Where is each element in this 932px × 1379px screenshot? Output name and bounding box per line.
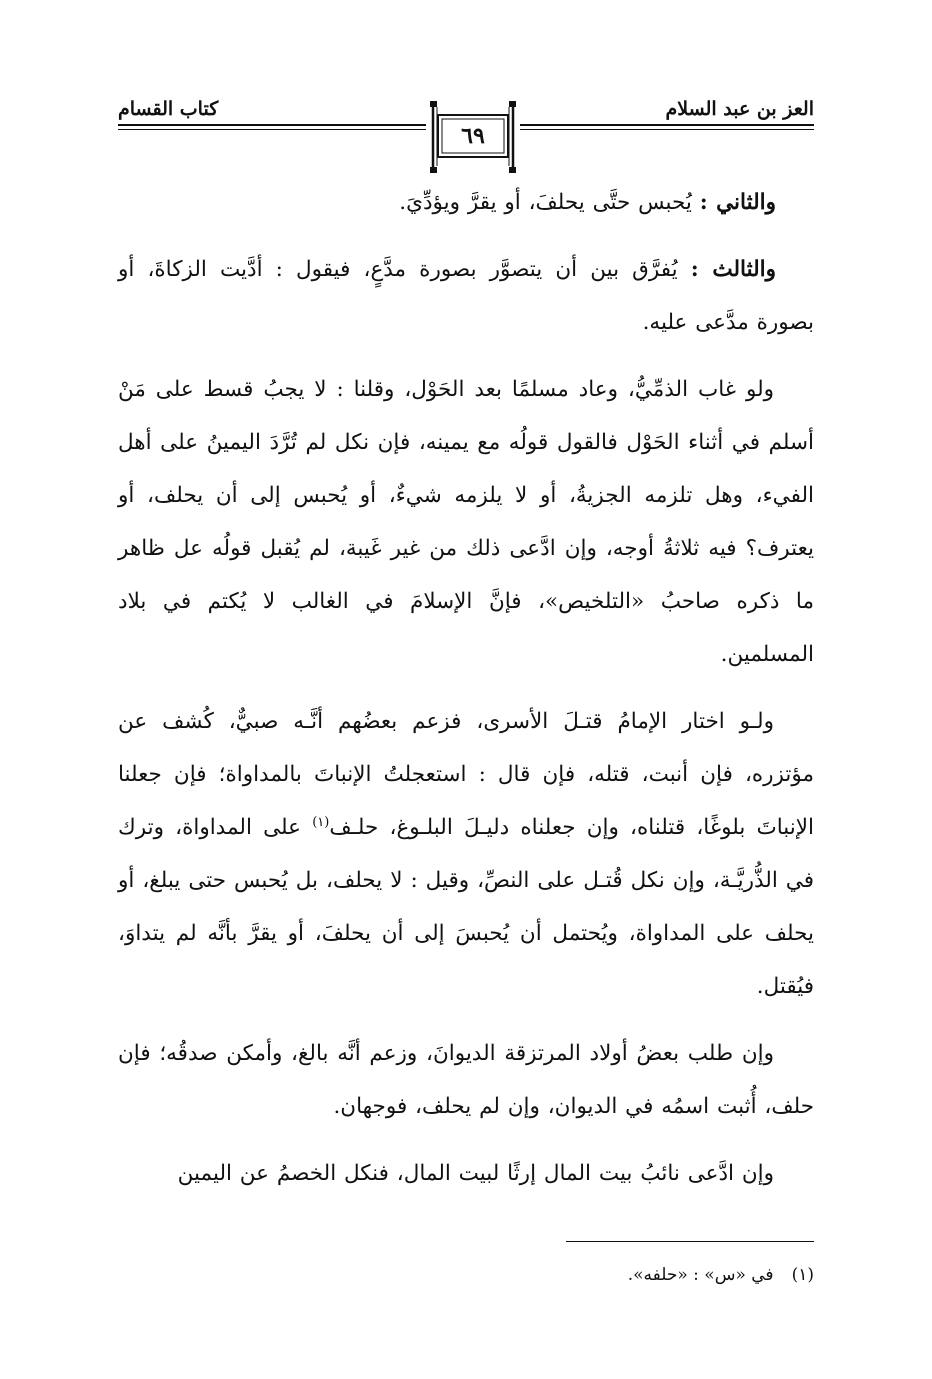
footnote xyxy=(118,1262,814,1288)
running-head-book-title: كتاب القسام xyxy=(118,98,219,120)
paragraph-text: ولـو اختار الإمامُ قتـلَ الأسرى، فزعم بعضُهم أنَّـه صبيٌّ، كُشف عن مؤتزره، فإن أنبت، قتله، فإن قال : استعجلتُ الإنباتَ بالمداواة؛ فإن جعلنا الإنباتَ بلوغًا، قتلناه، وإن جعلناه دليـلَ البلـوغ، حلـف xyxy=(118,709,815,840)
paragraph xyxy=(118,695,814,1013)
header-rule xyxy=(118,124,426,126)
header-rule xyxy=(118,129,426,130)
paragraph-text: وإن طلب بعضُ أولاد المرتزقة الديوانَ، وزعم أنَّه بالغ، وأمكن صدقُه؛ فإن حلف، أُثبت اسمُه في الديوان، وإن لم يحلف، فوجهان. xyxy=(118,1041,814,1119)
paragraph xyxy=(118,176,814,229)
paragraph xyxy=(118,243,814,349)
paragraph-lead: والثاني : xyxy=(699,190,776,215)
footnote-separator xyxy=(566,1241,814,1242)
footnote-mark: (١) xyxy=(791,1265,814,1285)
header-rule xyxy=(520,129,814,130)
paragraph-text: يُحبس حتَّى يحلفَ، أو يقرَّ ويؤدِّيَ. xyxy=(399,190,700,215)
paragraph xyxy=(118,1027,814,1133)
running-head-author: العز بن عبد السلام xyxy=(665,98,814,120)
header-rule xyxy=(520,124,814,126)
paragraph-text: على المداواة، وترك في الذُّريَّـة، وإن نكل قُتـل على النصِّ، وقيل : لا يحلف، بل يُحبس حتى يبلغ، أو يحلف على المداواة، ويُحتمل أن يُحبسَ إلى أن يحلفَ، أو يقرَّ بأنَّه لم يتداوَ، فيُقتل. xyxy=(118,815,814,999)
paragraph-text: ولو غاب الذمِّيُّ، وعاد مسلمًا بعد الحَوْل، وقلنا : لا يجبُ قسط على مَنْ أسلم في أثناء الحَوْل فالقول قولُه مع يمينه، فإن نكل لم تُرَّدَ اليمينُ على أهل الفيء، وهل تلزمه الجزيةُ، أو لا يلزمه شيءٌ، أو يُحبس إلى أن يحلف، أو يعترف؟ فيه ثلاثةُ أوجه، وإن ادَّعى ذلك من غير غَيبة، لم يُقبل قولُه عل ظاهر ما ذكره صاحبُ «التلخيص»، فإنَّ الإسلامَ في الغالب لا يُكتم في بلاد المسلمين. xyxy=(118,377,814,667)
paragraph-lead: والثالث : xyxy=(690,257,777,282)
paragraph-text: وإن ادَّعى نائبُ بيت المال إرثًا لبيت المال، فنكل الخصمُ عن اليمين xyxy=(177,1161,774,1186)
footnote-text: في «س» : «حلفه». xyxy=(627,1265,774,1285)
paragraph xyxy=(118,1147,814,1200)
footnote-reference[interactable]: (١) xyxy=(312,814,330,830)
page-number: ٦٩ xyxy=(461,123,485,149)
paragraph-text: يُفرَّق بين أن يتصوَّر بصورة مدَّعٍ، فيقول : أدَّيت الزكاةَ، أو بصورة مدَّعى عليه. xyxy=(118,257,814,335)
page-number-frame xyxy=(430,101,516,173)
paragraph xyxy=(118,363,814,681)
main-text xyxy=(118,176,814,1214)
footnotes xyxy=(118,1262,814,1288)
